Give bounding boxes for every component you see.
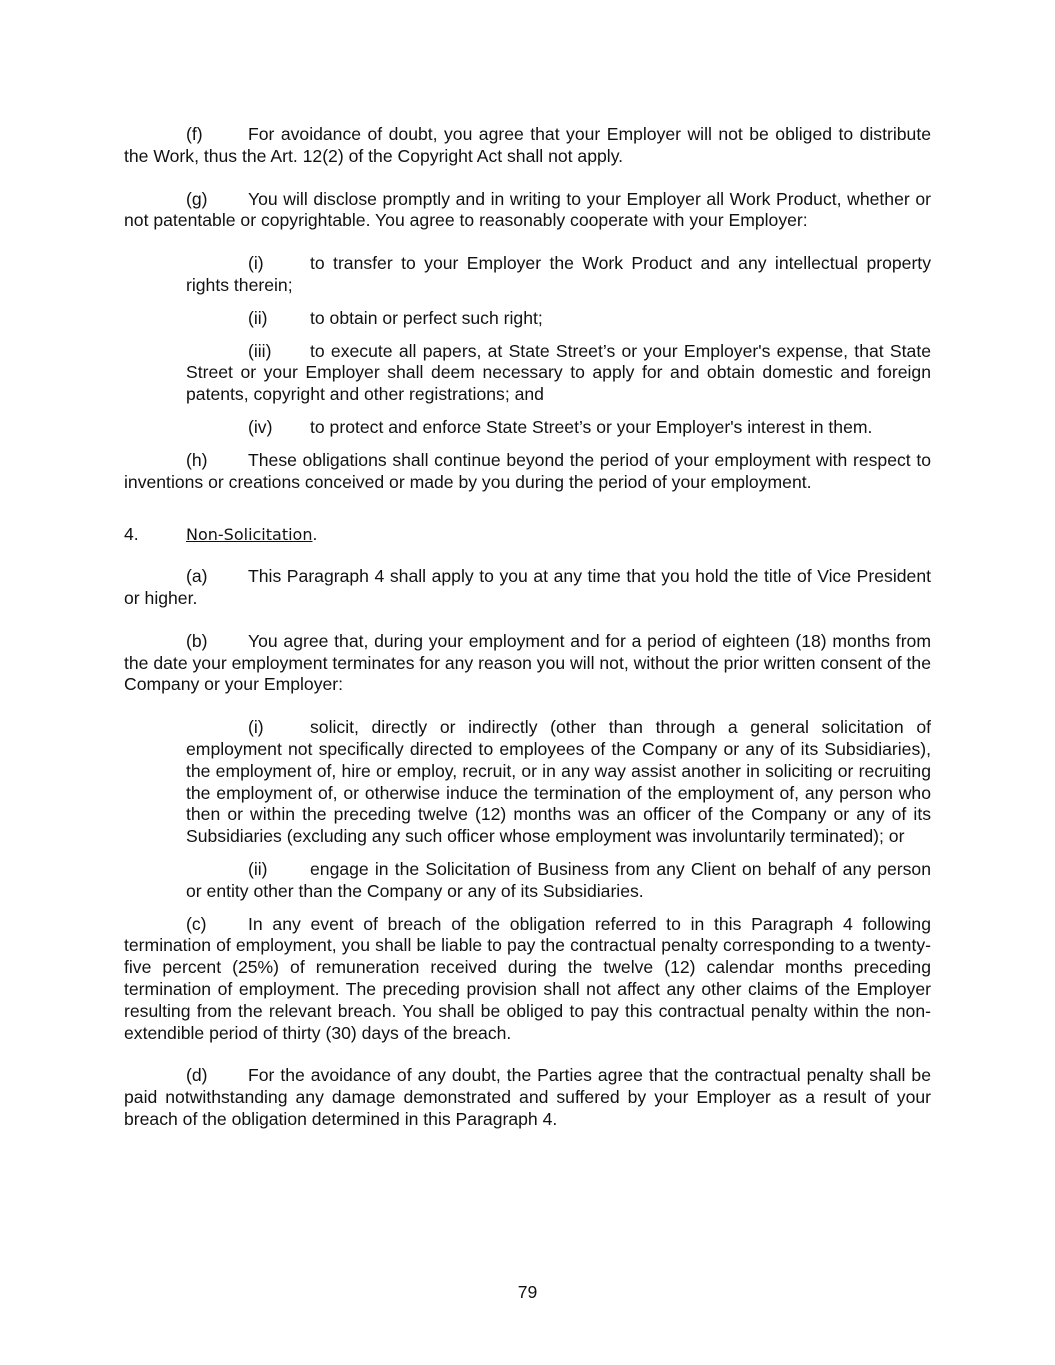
sub-item-g-i [186, 253, 931, 297]
paragraph-label: (d) [186, 1065, 208, 1086]
sub-item-label: (iv) [248, 416, 273, 437]
sub-item-text: to protect and enforce State Street’s or your Employer's interest in them. [310, 416, 873, 437]
sub-item-text: engage in the Solicitation of Business from any Client on behalf of any person or entity other than the Company or any of its Subsidiaries. [186, 858, 931, 901]
sub-item-text: to execute all papers, at State Street’s or your Employer's expense, that State Street or your Employer shall deem necessary to apply for and obtain domestic and foreign patents, copyright and other registrations; and [186, 340, 931, 405]
paragraph-4b [124, 631, 931, 696]
paragraph-text: These obligations shall continue beyond the period of your employment with respect to inventions or creations conceived or made by you during the period of your employment. [124, 449, 931, 492]
paragraph-label: (h) [186, 449, 208, 470]
section-title-suffix: . [312, 524, 318, 545]
sub-item-label: (i) [248, 717, 264, 738]
paragraph-g [124, 189, 931, 233]
sub-item-g-iv [186, 417, 931, 439]
paragraph-4c [124, 914, 931, 1045]
sub-item-label: (i) [248, 253, 264, 274]
paragraph-f [124, 124, 931, 168]
paragraph-text: This Paragraph 4 shall apply to you at any time that you hold the title of Vice President or higher. [124, 566, 931, 608]
paragraph-text: You will disclose promptly and in writing to your Employer all Work Product, whether or not patentable or copyrightable. You agree to reasonably cooperate with your Employer: [124, 188, 931, 231]
paragraph-label: (f) [186, 124, 203, 144]
paragraph-h [124, 450, 931, 494]
sub-item-text: to transfer to your Employer the Work Product and any intellectual property rights therein; [186, 253, 931, 295]
paragraph-text: For the avoidance of any doubt, the Parties agree that the contractual penalty shall be paid notwithstanding any damage demonstrated and suffered by your Employer as a result of your breach of the obligation determined in this Paragraph 4. [124, 1065, 931, 1129]
sub-item-label: (ii) [248, 307, 268, 328]
paragraph-4d [124, 1065, 931, 1130]
sub-item-g-iii [186, 341, 931, 406]
paragraph-label: (a) [186, 566, 208, 587]
section-number: 4. [124, 524, 139, 545]
sub-item-label: (iii) [248, 340, 272, 361]
sub-item-4b-i [186, 717, 931, 848]
paragraph-label: (b) [186, 630, 208, 651]
paragraph-label: (g) [186, 188, 208, 209]
sub-item-label: (ii) [248, 858, 268, 879]
paragraph-text: For avoidance of doubt, you agree that your Employer will not be obliged to distribute the Work, thus the Art. 12(2) of the Copyright Act shall not apply. [124, 124, 931, 166]
paragraph-text: In any event of breach of the obligation referred to in this Paragraph 4 following termination of employment, you shall be liable to pay the contractual penalty corresponding to a twenty-five percent (25%) of remuneration received during the twelve (12) calendar months preceding termination of employment. The preceding provision shall not affect any other claims of the Employer resulting from the relevant breach. You shall be obliged to pay this contractual penalty within the non-extendible period of thirty (30) days of the breach. [124, 913, 931, 1043]
sub-item-text: solicit, directly or indirectly (other than through a general solicitation of employment not specifically directed to employees of the Company or any of its Subsidiaries), the employment of, hire or employ, recruit, or in any way assist another in soliciting or recruiting the employment of, or otherwise induce the termination of the employment of, any person who then or within the preceding twelve (12) months was an officer of the Company or any of its Subsidiaries (excluding any such officer whose employment was involuntarily terminated); or [186, 717, 931, 847]
section-4-heading [124, 524, 931, 546]
section-title: Non-Solicitation [186, 525, 313, 545]
page-number: 79 [517, 1282, 538, 1302]
sub-item-text: to obtain or perfect such right; [310, 307, 543, 328]
paragraph-4a [124, 566, 931, 610]
paragraph-text: You agree that, during your employment and for a period of eighteen (18) months from the date your employment terminates for any reason you will not, without the prior written consent of the Company or your Employer: [124, 630, 931, 695]
sub-item-4b-ii [186, 859, 931, 903]
document-body [124, 124, 931, 1131]
paragraph-label: (c) [186, 913, 207, 934]
sub-item-g-ii [186, 308, 931, 330]
